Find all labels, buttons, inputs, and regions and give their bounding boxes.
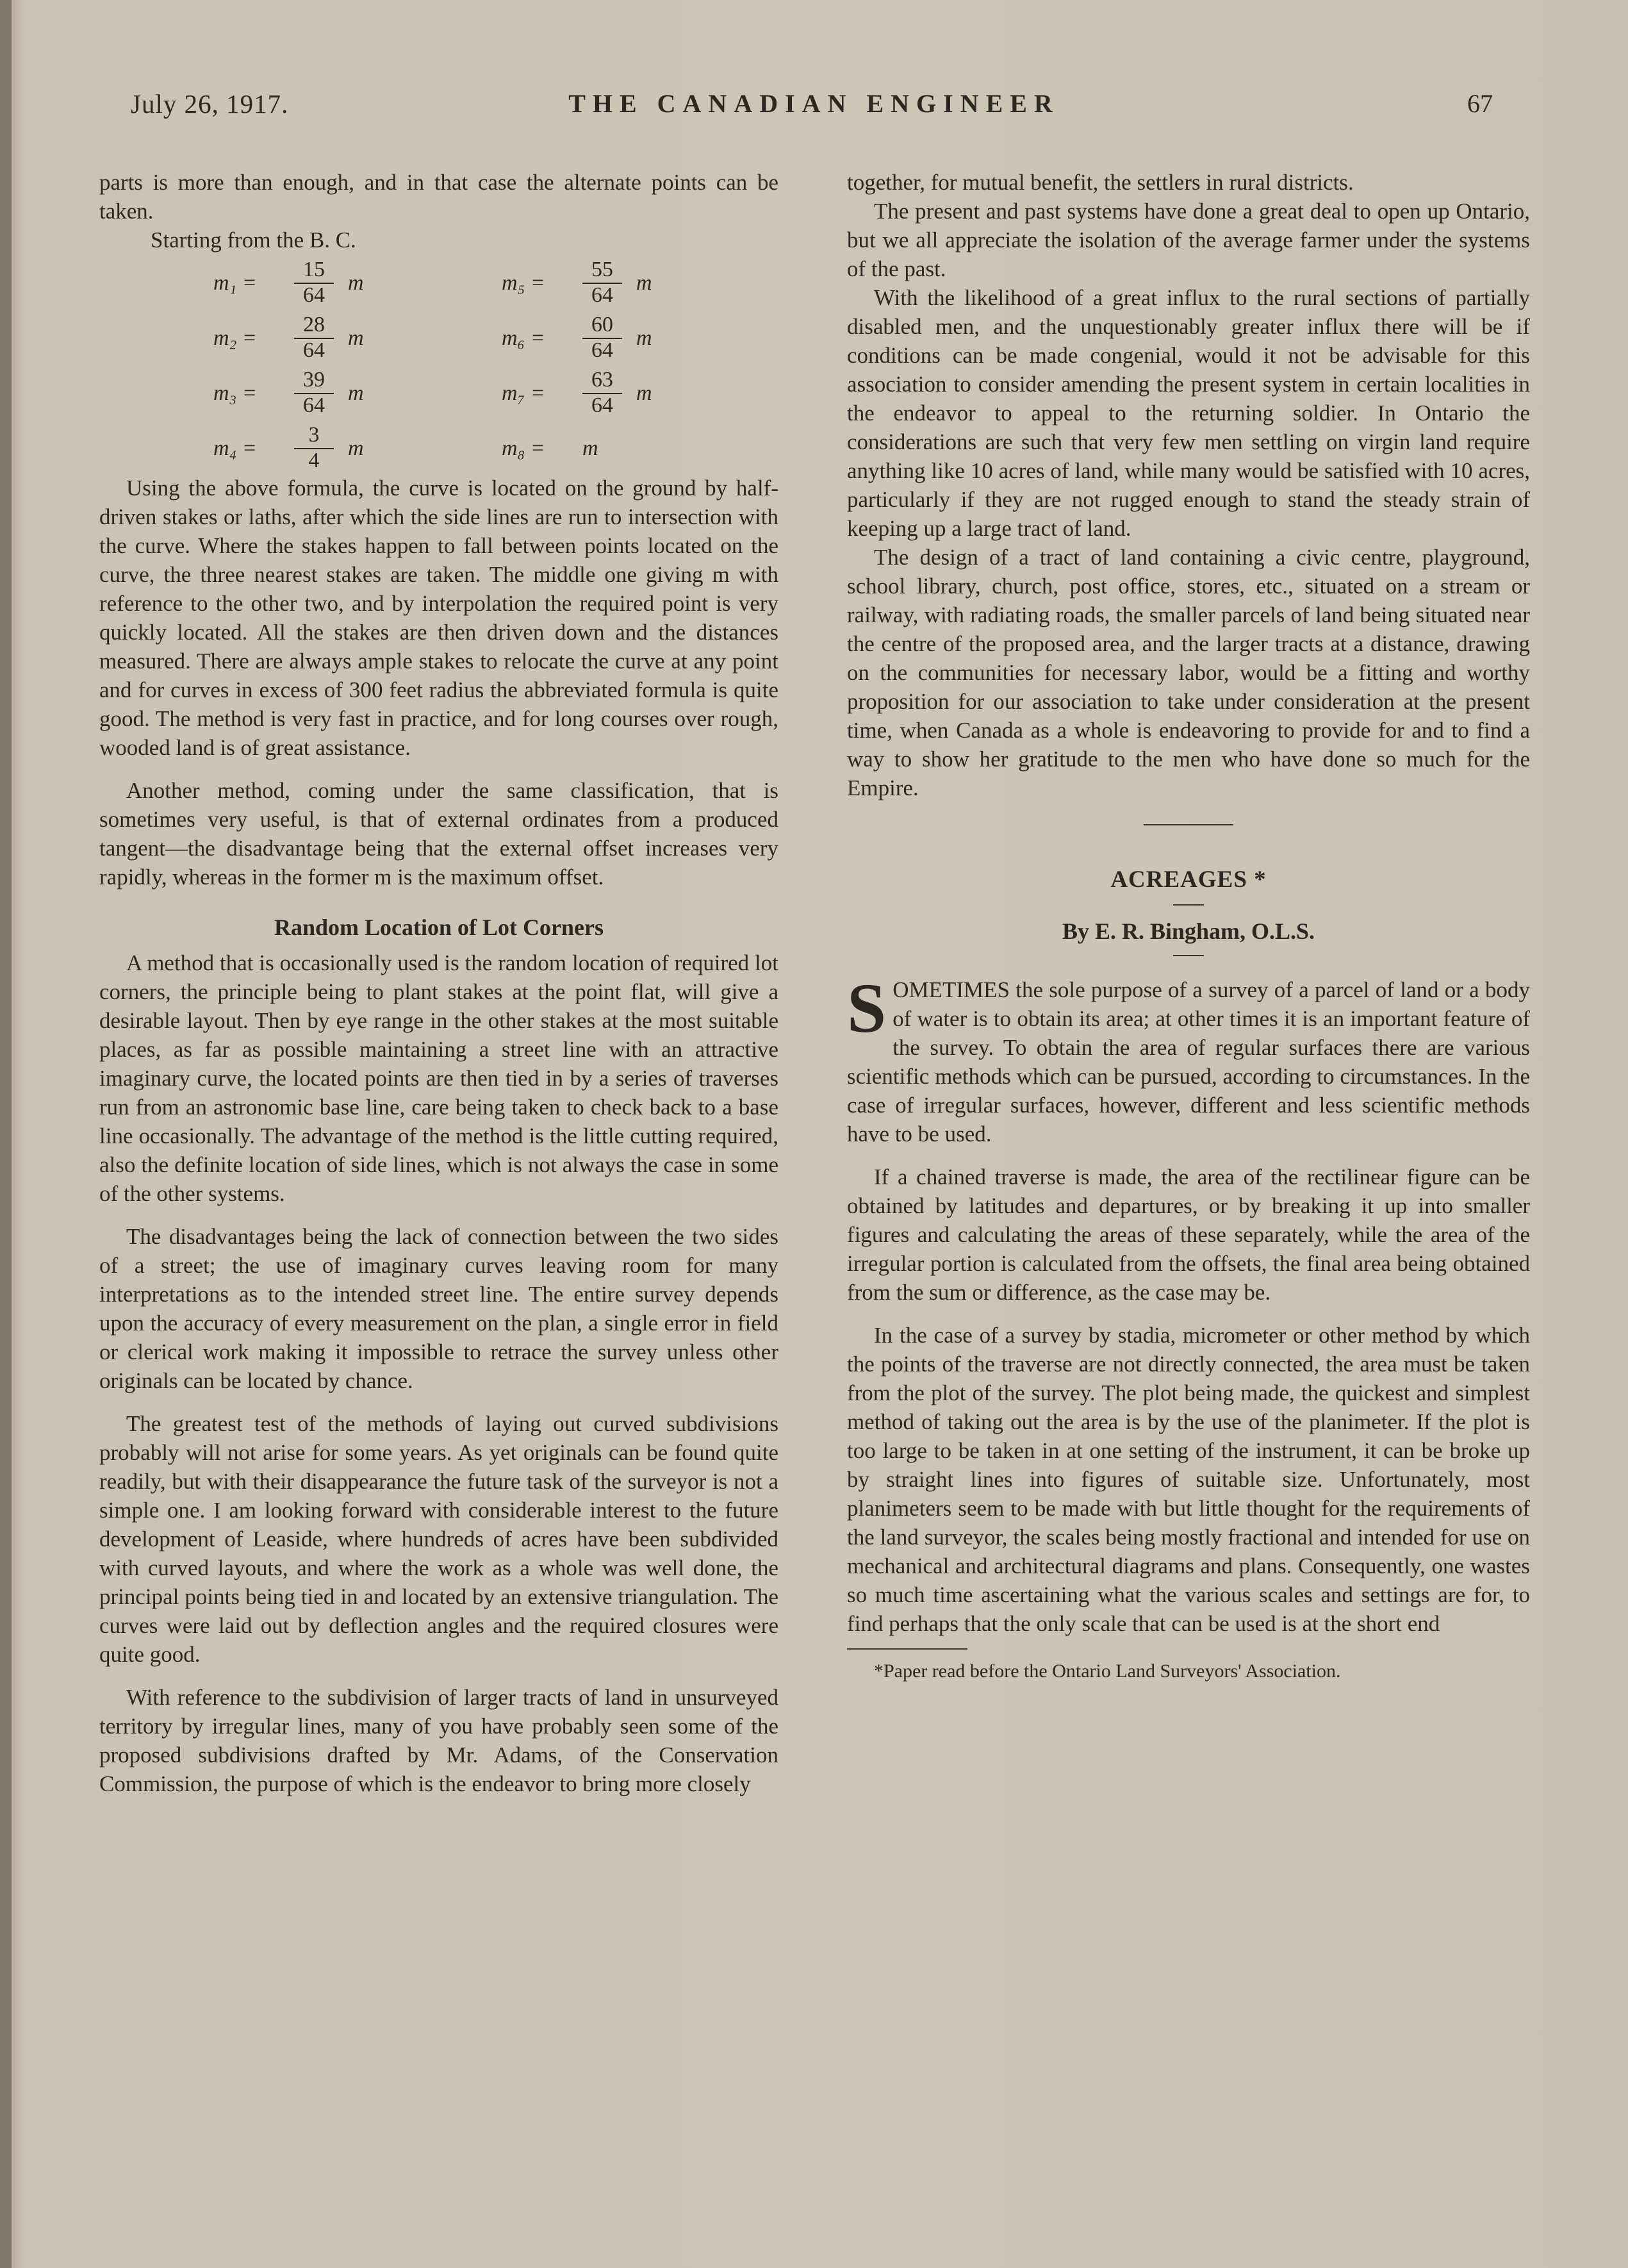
formula-variable: m [636,326,652,350]
section-subheading: Random Location of Lot Corners [274,915,604,940]
paragraph: The greatest test of the methods of laying out curved subdivisions probably will not arise for some years. As yet originals can be found quite readily, but with their disappearance the future task of the surveyor is not a simple one. I am looking forward with considerable interest to the future development of Leaside, where hundreds of acres have been subdivided with curved layouts, and where the work as a whole was well done, the principal points being tied in and located by an extensive triangulation. The curves were laid out by deflection angles and the required closures were quite good. [99,1411,778,1667]
paragraph: In the case of a survey by stadia, micrometer or other method by which the points of the traverse are not directly connected, the area must be taken from the plot of the survey. The plot being made, the quickest and simplest method of taking out the area is by the use of the planimeter. If the plot is too large to be taken in at one setting of the instrument, it can be broke up by straight lines into figures of suitable size. Unfortunately, most planimeters seem to be made with but little thought for the requirements of the land surveyor, the scales being mostly fractional and intended for use on mechanical and architectural diagrams and plans. Consequently, one wastes so much time ascertaining what the various scales and settings are for, to find perhaps that the only scale that can be used is at the short end [847,1323,1530,1636]
formula-variable: m [636,271,652,295]
drop-cap: S [847,969,887,1047]
article-byline: By E. R. Bingham, O.L.S. [1062,918,1315,944]
fraction [294,422,334,472]
paragraph: Using the above formula, the curve is located on the ground by half-driven stakes or laths, after which the side lines are run to intersection with the curve. Where the stakes happen to fall between points located on the curve, the three nearest stakes are taken. The middle one giving m with reference to the other two, and by interpolation the required point is very quickly located. All the stakes are then driven down and the distances measured. There are always ample stakes to relocate the curve at any point and for curves in excess of 300 feet radius the abbreviated formula is quite good. The method is very fast in practice, and for long courses over rough, wooded land is of great assistance. [99,476,778,760]
formula-variable: m [348,381,364,405]
paragraph-text: OMETIMES the sole purpose of a survey of a parcel of land or a body of water is to obtain its area; at other times it is an important feature of the survey. To obtain the area of regular surfaces there are various scientific methods which can be pursued, according to circumstances. In the case of irregular surfaces, however, different and less scientific methods have to be used. [847,977,1530,1146]
denominator: 64 [303,283,325,307]
issue-date: July 26, 1917. [131,89,289,119]
denominator: 64 [303,393,325,417]
formula-lhs: m₅ = [502,271,545,295]
ordinate-formulas [99,257,778,474]
page-number: 67 [1467,89,1493,118]
footnote-rule [847,1648,967,1650]
numerator: 63 [582,367,622,394]
fraction [294,312,334,362]
fraction [294,367,334,417]
paragraph: The present and past systems have done a great deal to open up Ontario, but we all appreciate the isolation of the average farmer under the systems of the past. [847,199,1530,281]
formula-lhs: m₄ = [213,436,257,460]
denominator: 64 [591,283,613,307]
fraction [582,312,622,362]
paragraph [847,969,1530,1148]
paragraph: A method that is occasionally used is the random location of required lot corners, the principle being to plant stakes at the point flat, will give a desirable layout. Then by eye range in the other stakes at the most suitable places, as far as possible maintaining a street line with an attractive imaginary curve, the located points are then tied in by a series of traverses run from an astronomic base line, care being taken to check back to a base line occasionally. The advantage of the method is the little cutting required, also the definite location of side lines, which is not always the case in some of the other systems. [99,950,778,1206]
right-column [847,168,1530,1684]
formula-lhs: m₃ = [213,381,257,405]
divider [1173,904,1204,906]
formula-variable: m [348,271,364,295]
binding-edge [0,0,12,2268]
paragraph: together, for mutual benefit, the settlers in rural districts. [847,170,1354,195]
numerator: 60 [582,312,622,339]
fraction [582,367,622,417]
formula-variable: m [636,381,652,405]
paragraph: With the likelihood of a great influx to the rural sections of partially disabled men, and the unquestionably greater influx there will be if conditions can be made congenial, would it not be advisable for this association to consider amending the present system in certain localities in the endeavor to appeal to the returning soldier. In Ontario the considerations are such that very few men settling on virgin land require anything like 10 acres of land, while many would be satisfied with 10 acres, particularly if they are not rugged enough to stand the steady strain of keeping up a large tract of land. [847,285,1530,541]
paragraph: Starting from the B. C. [151,228,356,252]
numerator: 28 [294,312,334,339]
article-title: ACREAGES * [1110,866,1267,893]
denominator: 64 [591,338,613,362]
fraction [294,257,334,307]
denominator: 64 [591,393,613,417]
formula-lhs: m₆ = [502,326,545,350]
paragraph: The design of a tract of land containing a civic centre, playground, school library, church, post office, stores, etc., situated on a stream or railway, with radiating roads, the smaller parcels of land being situated near the centre of the proposed area, and the larger tracts at a distance, drawing on the communities for necessary labor, would be a fitting and worthy proposition for our association to take under consideration at the present time, when Canada as a whole is endeavoring to provide for and to find a way to show her gratitude to the men who have done so much for the Empire. [847,545,1530,800]
formula-variable: m [348,326,364,350]
formula-variable: m [348,436,364,460]
formula-lhs: m₁ = [213,271,257,295]
left-column [99,168,778,1798]
numerator: 15 [294,257,334,284]
numerator: 55 [582,257,622,284]
paragraph: With reference to the subdivision of larger tracts of land in unsurveyed territory by irregular lines, many of you have probably seen some of the proposed subdivisions drafted by Mr. Adams, of the Conservation Commission, the purpose of which is the endeavor to bring more closely [99,1685,778,1796]
paragraph: Another method, coming under the same classification, that is sometimes very useful, is that of external ordinates from a produced tangent—the disadvantage being that the external offset increases very rapidly, whereas in the former m is the maximum offset. [99,778,778,890]
formula-variable: m [582,436,598,460]
denominator: 4 [308,449,320,472]
numerator: 39 [294,367,334,394]
formula-lhs: m₇ = [502,381,545,405]
denominator: 64 [303,338,325,362]
numerator: 3 [294,422,334,449]
paragraph: The disadvantages being the lack of connection between the two sides of a street; the use of imaginary curves leaving room for many interpretations as to the intended street line. The entire survey depends upon the accuracy of every measurement on the plan, a single error in field or clerical work making it impossible to retrace the survey unless other originals can be located by chance. [99,1224,778,1393]
formula-lhs: m₈ = [502,436,545,460]
footnote: *Paper read before the Ontario Land Surveyors' Association. [874,1660,1341,1682]
running-header [0,88,1628,127]
divider [1144,824,1233,825]
paragraph: If a chained traverse is made, the area of the rectilinear figure can be obtained by latitudes and departures, or by breaking it up into smaller figures and calculating the areas of these separately, while the area of the irregular portion is calculated from the offsets, the final area being obtained from the sum or difference, as the case may be. [847,1164,1530,1305]
journal-title: THE CANADIAN ENGINEER [568,89,1060,118]
paragraph: parts is more than enough, and in that case the alternate points can be taken. [99,170,778,224]
divider [1173,955,1204,956]
formula-lhs: m₂ = [213,326,257,350]
fraction [582,257,622,307]
